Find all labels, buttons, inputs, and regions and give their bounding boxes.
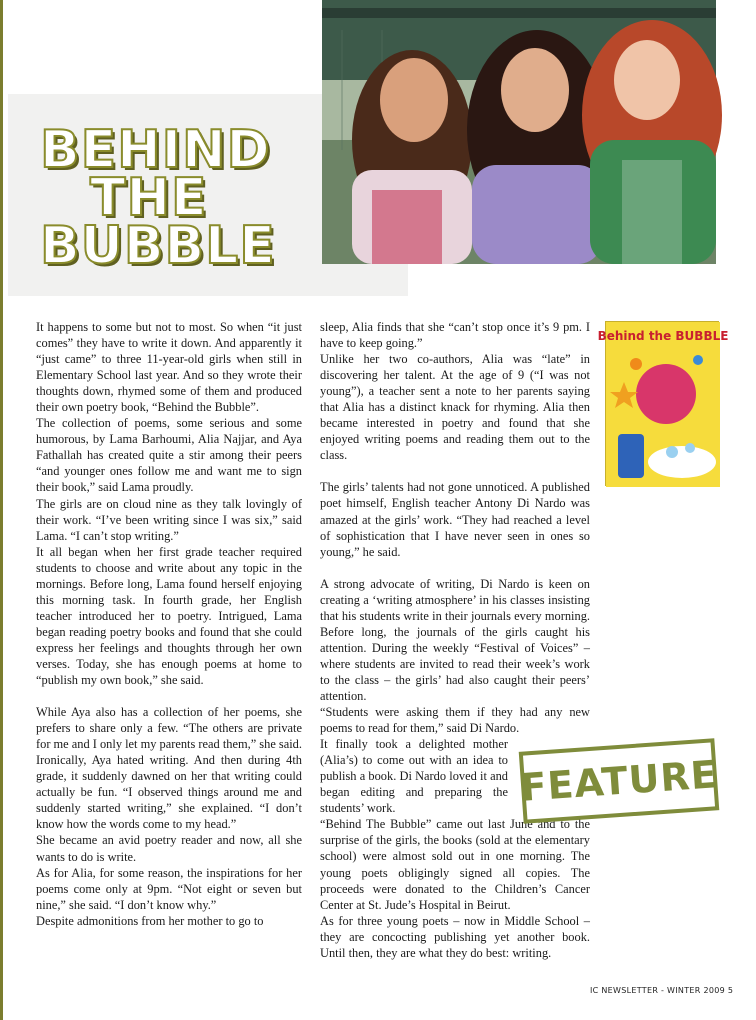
- paragraph: The girls’ talents had not gone unnoticed. A published poet himself, English teacher Antony Di Nardo was amazed at the girls’ work. “They had reached a level of sophistication that I have never seen in ones so young,” he said.: [320, 480, 590, 559]
- feature-stamp: [519, 738, 720, 823]
- paragraph: Despite admonitions from her mother to go to: [36, 913, 264, 928]
- paragraph: Unlike her two co-authors, Alia was “late” in discovering her talent. At the age of 9 (“I was not young”), a teacher sent a note to her parents saying that Alia has a distinct knack for rhyming. Alia then became interested in poetry and found that she enjoyed writing poems and reading them out to the class.: [320, 352, 590, 463]
- book-cover-title: Behind the BUBBLE: [597, 329, 729, 343]
- photo-three-girls: [322, 0, 716, 264]
- page-footer: IC NEWSLETTER - WINTER 2009 5: [590, 986, 734, 995]
- paragraph: The collection of poems, some serious and some humorous, by Lama Barhoumi, Alia Najjar, and Aya Fathallah has created quite a stir among their peers “and younger ones follow me and want me to sign their book,” said Lama proudly.: [36, 416, 302, 495]
- paragraph: While Aya also has a collection of her poems, she prefers to share only a few. “The others are private for me and I only let my parents read them,” she said.: [36, 705, 302, 752]
- book-cover-image: [597, 321, 729, 486]
- paragraph: It finally took a delighted mother (Alia’s) to come out with an idea to publish a book. Di Nardo loved it and began editing and preparing the students’ work.: [320, 737, 508, 816]
- article-column-1: [36, 319, 302, 929]
- paragraph: sleep, Alia finds that she “can’t stop once it’s 9 pm. I have to keep going.”: [320, 320, 590, 351]
- paragraph: As for Alia, for some reason, the inspirations for her poems come only at 9pm. “Not eight or seven but nine,” she said. “I don’t know why.”: [36, 865, 302, 912]
- paragraph: As for three young poets – now in Middle School – they are concocting publishing yet another book. Until then, they are what they do best: writing.: [320, 913, 590, 960]
- paragraph: “Behind The Bubble” came out last June and to the surprise of the girls, the books (sold at the elementary school) were almost sold out in one morning. The young poets obligingly signed all copies. The proceeds were donated to the Children’s Cancer Center at St. Jude’s Hospital in Beirut.: [320, 817, 590, 912]
- paragraph: She became an avid poetry reader and now, all she wants to do is write.: [36, 833, 302, 864]
- book-cover-illustration: [597, 322, 729, 487]
- photo-illustration: [322, 0, 716, 264]
- article-column-2: [320, 319, 590, 961]
- feature-stamp-label: FEATURE: [519, 752, 719, 810]
- paragraph: The girls are on cloud nine as they talk lovingly of their work. “I’ve been writing since I was six,” said Lama. “I can’t stop writing.”: [36, 496, 302, 543]
- headline-line-2: THE: [90, 168, 208, 228]
- paragraph: It happens to some but not to most. So when “it just comes” they have to write it down. And apparently it “just came” to three 11-year-old girls when still in Elementary School last year. And so they wrote their thoughts down, rhymed some of them and produced their own poetry book, “Behind the Bubble”.: [36, 320, 302, 415]
- paragraph: A strong advocate of writing, Di Nardo is keen on creating a ‘writing atmosphere’ in his classes insisting that his students write in their journals every morning. Before long, the journals of the girls caught his attention. During the weekly “Festival of Voices” – where students are invited to read their week’s work to the class – the girls’ had also caught their peers’ attention.: [320, 576, 590, 703]
- title-background-extension: [322, 262, 408, 296]
- paragraph: Ironically, Aya hated writing. And then during 4th grade, it suddenly dawned on her that writing could actually be fun. “I observed things around me and suddenly started writing,” she explained. “I don’t know how the words come to my head.”: [36, 753, 302, 832]
- headline: [40, 120, 316, 276]
- paragraph: “Students were asking them if they had any new poems to read for them,” said Di Nardo.: [320, 705, 590, 736]
- headline-line-1: BEHIND: [40, 120, 271, 180]
- paragraph: It all began when her first grade teacher required students to choose and write about any topic in the mornings. Before long, Lama found herself enjoying this morning task. In fourth grade, her English teacher introduced her to poetry. Intrigued, Lama began reading poetry books and found that she could express her feelings and thoughts through her own verses. Today, she has enough poems at home to “publish my own book,” she said.: [36, 544, 302, 688]
- headline-line-3: BUBBLE: [40, 216, 276, 276]
- page-edge-rule: [0, 0, 3, 1020]
